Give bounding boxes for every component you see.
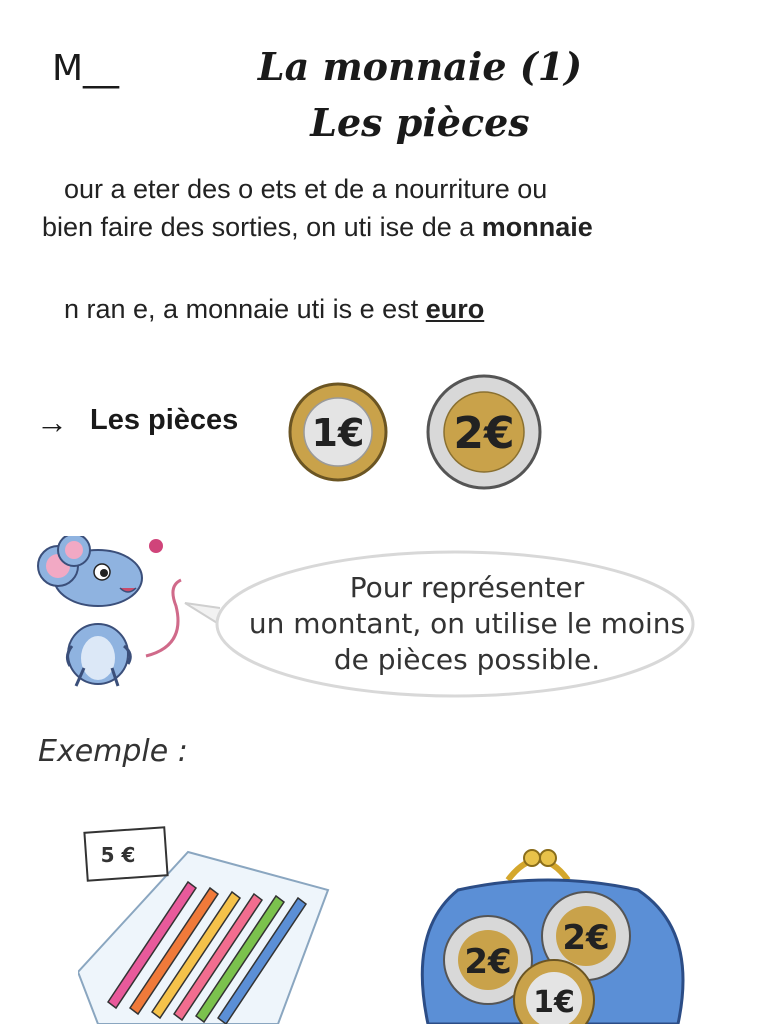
one-euro-coin-icon xyxy=(286,380,390,484)
speech-line: Pour représenter xyxy=(349,571,585,604)
page-title: La monnaie (1) xyxy=(257,44,583,89)
two-euro-coin-icon xyxy=(424,372,544,492)
arrow-right-icon: → xyxy=(36,404,68,440)
mouse-illustration xyxy=(36,536,186,696)
student-mark: M__ xyxy=(52,48,120,89)
keyword-monnaie: monnaie xyxy=(481,212,593,242)
intro-line-2-text: bien faire des sorties, on uti ise de a xyxy=(42,212,482,242)
purse-coin-label: 2€ xyxy=(464,942,512,982)
intro-line-3 xyxy=(64,294,484,325)
speech-line: un montant, on utilise le moins xyxy=(248,607,686,640)
coins-heading: Les pièces xyxy=(90,404,239,436)
coin-label: 2€ xyxy=(453,408,515,459)
price-tag: 5 € xyxy=(100,843,136,867)
colored-pencils-illustration xyxy=(78,822,338,1024)
keyword-euro: euro xyxy=(425,294,485,324)
coin-label: 1€ xyxy=(311,411,365,455)
example-label: Exemple : xyxy=(38,734,188,769)
speech-line: de pièces possible. xyxy=(333,643,601,676)
coin-purse-illustration xyxy=(408,840,698,1024)
intro-line-2 xyxy=(42,212,593,243)
purse-coin-label: 1€ xyxy=(533,985,575,1020)
page-subtitle: Les pièces xyxy=(310,100,530,145)
speech-text xyxy=(222,570,712,678)
intro-line-3-text: n ran e, a monnaie uti is e est xyxy=(64,294,426,324)
intro-line-1: our a eter des o ets et de a nourriture ou xyxy=(64,174,548,204)
purse-coin-label: 2€ xyxy=(562,918,610,958)
